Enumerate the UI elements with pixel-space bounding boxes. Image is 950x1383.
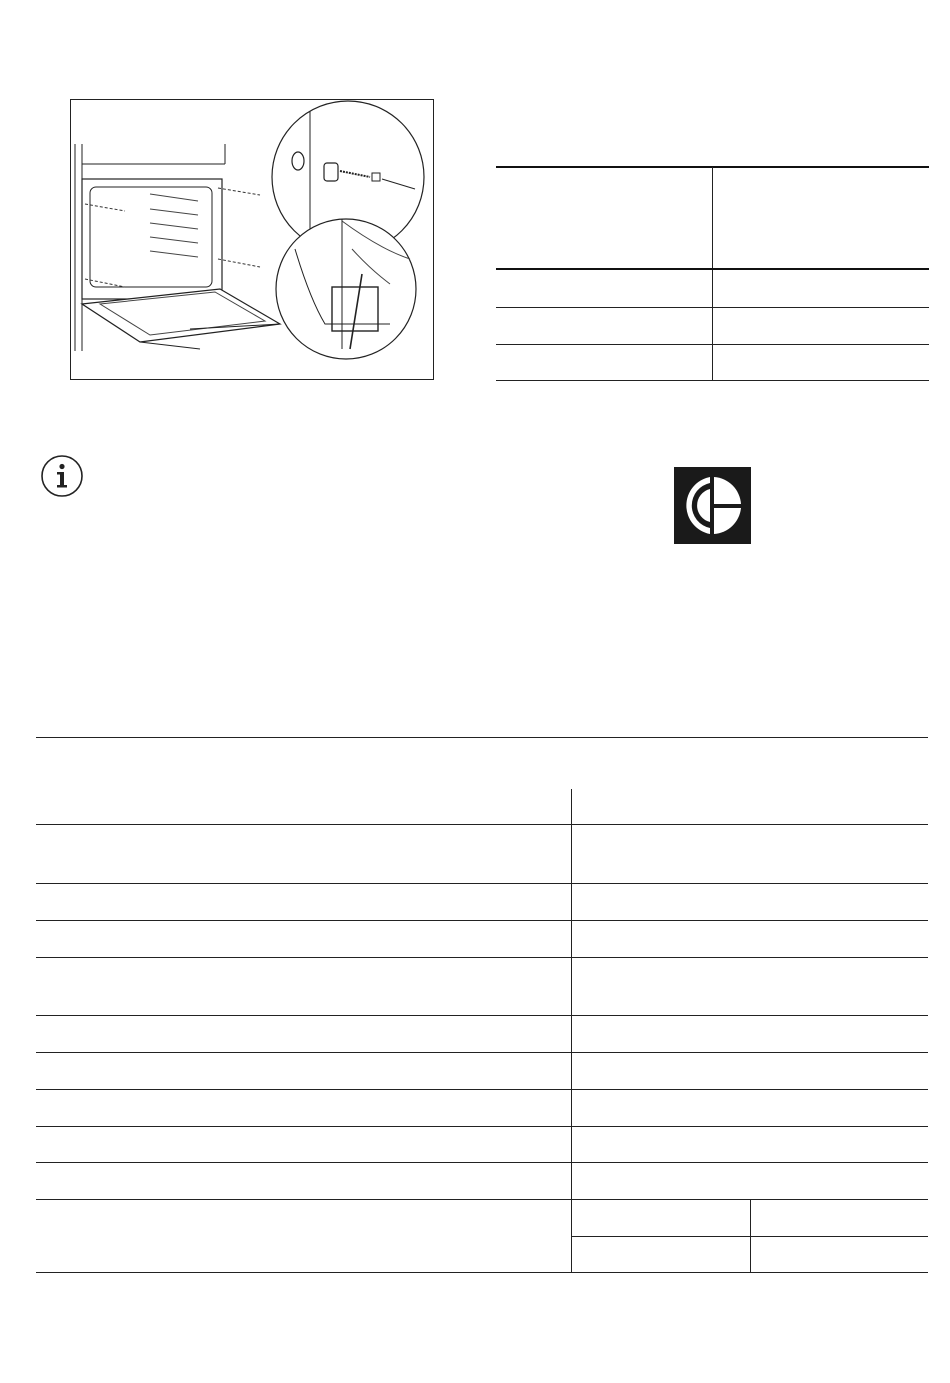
main-table-rule (36, 1162, 928, 1163)
top-table-header-rule (496, 268, 929, 270)
main-table-rule (36, 1126, 928, 1127)
main-table-divider (571, 789, 572, 1273)
top-table-row-rule (496, 307, 929, 308)
top-table-divider (712, 167, 713, 381)
main-table-bottom-rule (36, 1272, 928, 1273)
info-note (40, 454, 84, 498)
section-divider (36, 737, 928, 738)
main-table-rule (36, 1052, 928, 1053)
installation-illustration (70, 99, 434, 380)
main-table-rule (36, 824, 928, 825)
oven-installation-illustration-icon (70, 99, 434, 380)
top-table-row-rule (496, 344, 929, 345)
main-table-subcell-rule (572, 1236, 928, 1237)
brand-logo (674, 467, 751, 544)
main-table-rule (36, 1015, 928, 1016)
main-table-rule (36, 920, 928, 921)
main-table-rule (36, 1089, 928, 1090)
main-table-rule (36, 957, 928, 958)
electrolux-logo-icon (674, 467, 751, 544)
main-table-rule (36, 883, 928, 884)
top-table-bottom-rule (496, 380, 929, 381)
info-icon (40, 454, 84, 498)
main-table-rule (36, 1199, 928, 1200)
